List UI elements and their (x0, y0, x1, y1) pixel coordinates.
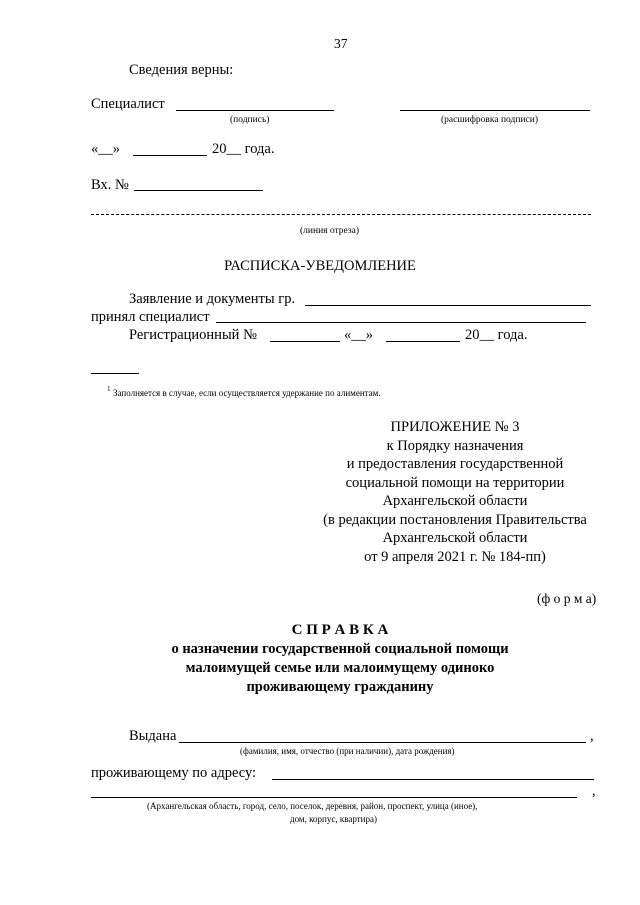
certificate-subtitle-line: проживающему гражданину (246, 679, 434, 695)
docs-label: Заявление и документы гр. (129, 291, 296, 307)
cut-line-caption: (линия отреза) (300, 226, 360, 236)
date-month-line[interactable] (133, 155, 207, 156)
footnote-text: Заполняется в случае, если осуществляется удержание по алиментам. (113, 388, 381, 398)
issued-comma: , (590, 728, 594, 744)
appendix-block (305, 418, 605, 566)
reg-number-label: Регистрационный № (129, 327, 257, 343)
appendix-line: социальной помощи на территории (345, 474, 565, 491)
issued-label: Выдана (129, 728, 177, 744)
footnote-separator (91, 373, 139, 374)
address-line-1[interactable] (272, 779, 594, 780)
signature-caption: (подпись) (230, 115, 270, 125)
footnote-mark: 1 (107, 385, 111, 393)
accepted-specialist-line[interactable] (216, 322, 586, 323)
address-caption-2: дом, корпус, квартира) (290, 814, 377, 824)
cut-line (91, 214, 591, 215)
signature-decoding-line[interactable] (400, 110, 590, 111)
incoming-number-line[interactable] (134, 190, 263, 191)
appendix-line: Архангельской области (382, 530, 528, 546)
certificate-title: С П Р А В К А (291, 622, 389, 638)
appendix-line: ПРИЛОЖЕНИЕ № 3 (390, 419, 520, 435)
receipt-title: РАСПИСКА-УВЕДОМЛЕНИЕ (224, 258, 416, 274)
specialist-label: Специалист (91, 96, 165, 112)
appendix-line: Архангельской области (382, 493, 528, 509)
reg-number-line[interactable] (270, 341, 340, 342)
appendix-line: (в редакции постановления Правительства (323, 511, 587, 528)
certificate-subtitle-line: о назначении государственной социальной помощи (171, 641, 509, 657)
certificate-subtitle (0, 640, 640, 697)
decoding-caption: (расшифровка подписи) (441, 115, 538, 125)
reg-date-month-line[interactable] (386, 341, 460, 342)
certificate-subtitle-line: малоимущей семье или малоимущему одиноко (185, 660, 495, 676)
accepted-label: принял специалист (91, 309, 210, 325)
appendix-line: и предоставления государственной (346, 456, 564, 472)
address-line-2[interactable] (91, 797, 577, 798)
page-number: 37 (334, 36, 348, 51)
signature-line[interactable] (176, 110, 334, 111)
date-year-text: 20__ года. (212, 141, 275, 157)
appendix-line: от 9 апреля 2021 г. № 184-пп) (364, 548, 546, 565)
form-label: (ф о р м а) (537, 591, 597, 606)
address-comma: , (592, 783, 596, 799)
applicant-name-line[interactable] (305, 305, 591, 306)
issued-caption: (фамилия, имя, отчество (при наличии), дата рождения) (240, 746, 455, 756)
reg-year-text: 20__ года. (465, 327, 528, 343)
incoming-number-label: Вх. № (91, 177, 129, 193)
date-day-field[interactable]: «__» (91, 141, 120, 157)
info-correct-label: Сведения верны: (129, 62, 234, 78)
address-label: проживающему по адресу: (91, 765, 257, 781)
appendix-line: к Порядку назначения (386, 437, 524, 454)
issued-to-line[interactable] (179, 742, 586, 743)
address-caption-1: (Архангельская область, город, село, поселок, деревня, район, проспект, улица (иное), (147, 801, 478, 811)
reg-date-day-field[interactable]: «__» (344, 327, 373, 343)
